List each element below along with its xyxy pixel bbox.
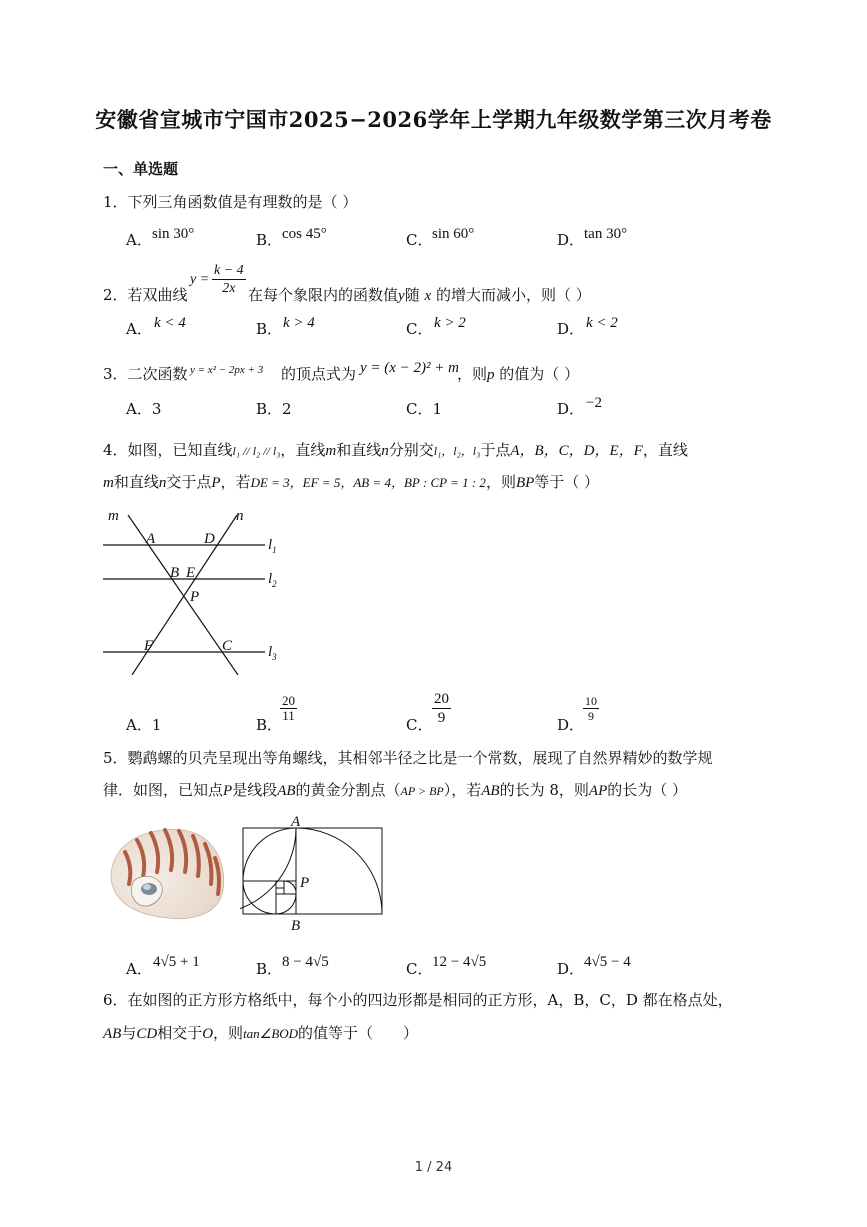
q1-option-d-value: tan 30° [584,226,628,242]
question-6-line-1: 6．在如图的正方形方格纸中，每个小的四边形都是相同的正方形，A，B，C，D 都在格点处， [103,991,733,1009]
label-C: C [222,638,233,654]
q5-golden-spiral-figure [240,812,390,937]
q2-option-c-value: k > 2 [434,315,466,331]
label-P: P [300,875,310,891]
q5-option-d-value: 4√5 − 4 [584,954,631,970]
q2-fraction [212,262,246,297]
q1-option-a-label: A． [126,231,152,249]
question-6-line-2: AB与CD相交于O，则tan∠BOD的值等于（ ） [103,1024,419,1042]
label-n: n [236,508,244,524]
page-number: 1 / 24 [414,1160,453,1175]
q1-option-a-value: sin 30° [152,226,195,242]
q4-option-d-fraction: $\frac{10}{9}$ [585,694,597,723]
q3-option-c: C．1 [406,400,443,418]
q3-option-b: B．2 [256,400,292,418]
q5-option-c-value: 12 − 4√5 [432,954,487,970]
q2-option-d-label: D． [557,320,585,338]
q1-option-c-value: sin 60° [432,226,475,242]
q5-option-d-label: D． [557,960,585,978]
q4-option-d-label: D． [557,716,585,734]
q3-option-d-value: −2 [586,395,602,411]
label-l3: $l_3$ [268,644,277,662]
question-3-mid: 的顶点式为 [281,365,357,383]
q3-function: y = x² − 2px + 3 [190,364,264,376]
label-P: P [190,589,200,605]
q4-option-c-label: C． [406,716,433,734]
q2-option-a-label: A． [126,320,152,338]
q5-option-b-value: 8 − 4√5 [282,954,329,970]
q4-option-b-fraction: $\frac{20}{11}$ [282,693,295,723]
q2-y-equals: y = [190,272,210,287]
label-A: A [146,531,156,547]
label-l2: $l_2$ [268,571,277,589]
label-F: F [144,638,154,654]
question-5-line-1: 5．鹦鹉螺的贝壳呈现出等角螺线，其相邻半径之比是一个常数，展现了自然界精妙的数学规 [103,749,713,767]
q5-option-a-value: 4√5 + 1 [153,954,200,970]
question-4-line-2: m和直线n交于点P，若DE = 3，EF = 5，AB = 4，BP : CP = 1 : 2，则BP等于（ ） [103,473,600,491]
q4-option-b-label: B． [256,716,283,734]
q5-option-c-label: C． [406,960,433,978]
question-4-line-1: 4．如图，已知直线l₁ // l₂ // l₃，直线m和直线n分别交l₁，l₂，l₃于点A，B，C，D，E，F，直线 [103,441,688,459]
q3-vertex-form: y = (x − 2)² + m [360,360,460,376]
question-3-end: ，则p 的值为（ ） [457,365,580,383]
q4-parallel-lines-figure [100,505,300,675]
q1-option-b-value: cos 45° [282,226,327,242]
q2-fraction-numerator: k − 4 [214,263,244,278]
section-heading: 一、单选题 [103,160,179,178]
question-2-prefix: 2．若双曲线 [103,286,188,304]
label-A: A [291,814,301,830]
q5-option-a-label: A． [126,960,152,978]
q1-option-b-label: B． [256,231,283,249]
label-l1: $l_1$ [268,537,277,555]
q2-option-b-value: k > 4 [283,315,315,331]
question-5-line-2: 律．如图，已知点P是线段AB的黄金分割点（AP > BP），若AB的长为 8，则AP的长为（ ） [103,781,688,799]
q4-option-c-fraction: $\frac{20}{9}$ [434,691,449,726]
question-2-text: 在每个象限内的函数值y随 x 的增大而减小，则（ ） [248,286,591,304]
label-B: B [291,918,301,934]
page-title: 安徽省宣城市宁国市2025−2026学年上学期九年级数学第三次月考卷 [95,107,772,132]
q3-option-a: A．3 [126,400,162,418]
q2-option-d-value: k < 2 [586,315,618,331]
label-m: m [108,508,119,524]
q5-option-b-label: B． [256,960,283,978]
q1-option-c-label: C． [406,231,433,249]
q4-option-a: A．1 [126,716,162,734]
label-B: B [170,565,180,581]
q1-option-d-label: D． [557,231,585,249]
label-E: E [186,565,196,581]
nautilus-shell-image [103,822,228,922]
label-D: D [204,531,215,547]
question-3-prefix: 3．二次函数 [103,365,188,383]
outer-rectangle [243,828,382,914]
q2-option-b-label: B． [256,320,283,338]
q3-option-d-label: D． [557,400,585,418]
question-1-stem: 1．下列三角函数值是有理数的是（ ） [103,193,358,211]
q2-option-a-value: k < 4 [154,315,186,331]
q2-option-c-label: C． [406,320,433,338]
q2-fraction-denominator: 2x [222,281,236,296]
